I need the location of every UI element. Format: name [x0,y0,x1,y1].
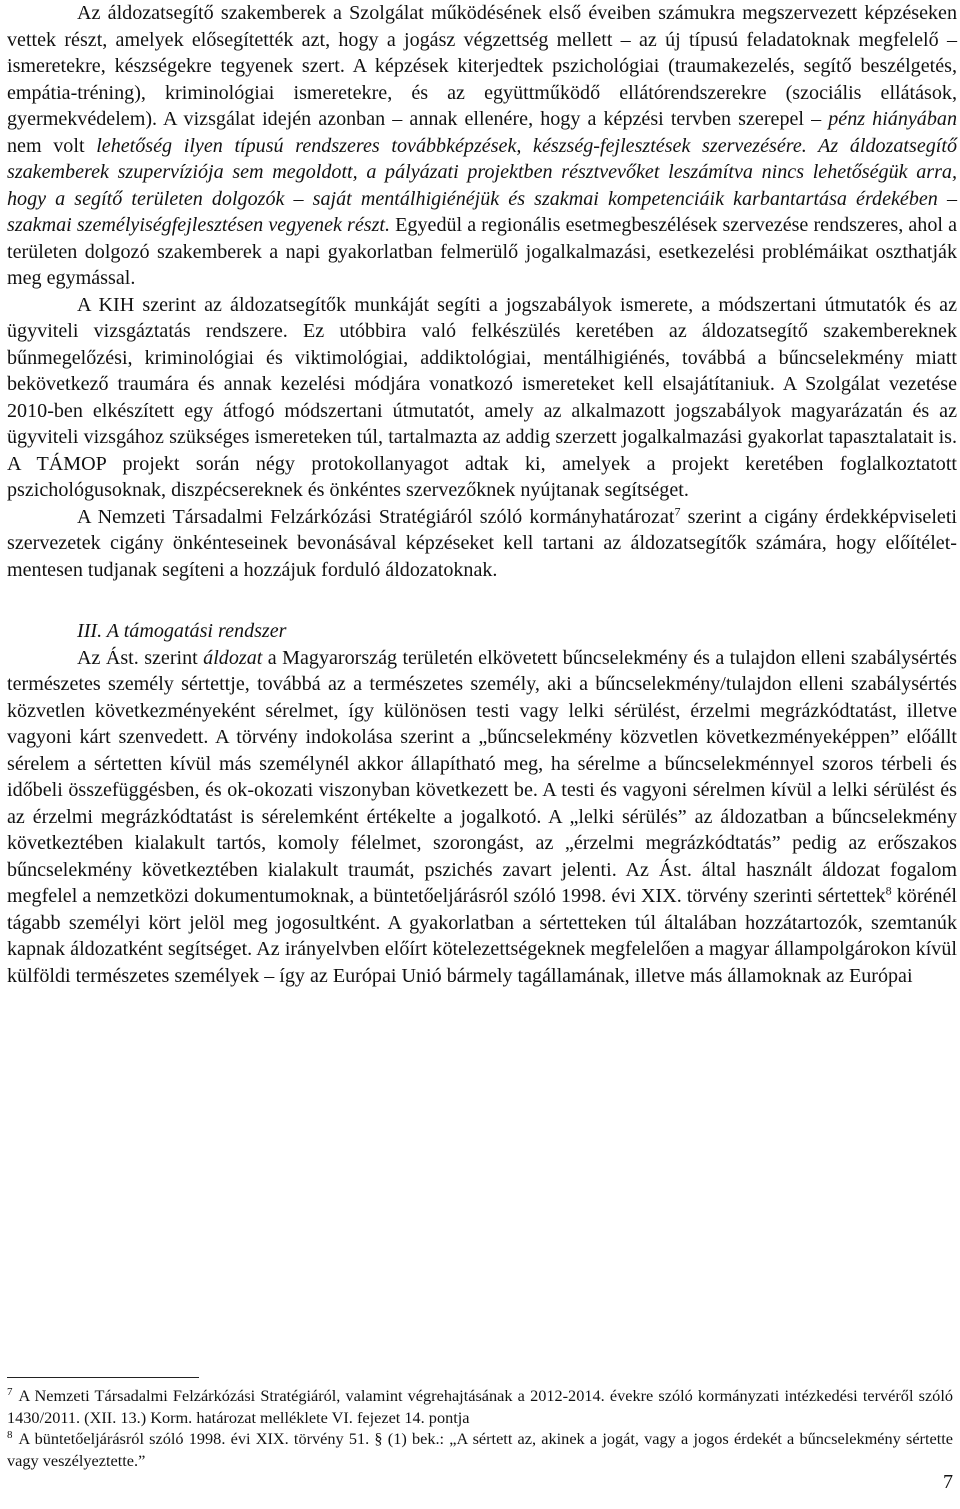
paragraph-training-italic-1: pénz hiányában [828,108,957,130]
footnote-ref-8[interactable]: 8 [885,883,892,898]
paragraph-strategy-part-b: szerint a cigány érdekképviseleti szervezetek cigány önkénteseinek bevonásával képzéseket kell tartani az áldozatsegítők számára, hogy előítélet-mentesen tudjanak segíteni a hozzájuk forduló áldozatoknak. [7,505,957,581]
paragraph-victim-definition [7,645,957,990]
main-text [7,0,957,583]
footnote-divider [7,1377,199,1378]
footnote-ref-7[interactable]: 7 [674,503,681,518]
footnote-8 [7,1428,953,1471]
footnote-7-text: A Nemzeti Társadalmi Felzárkózási Stratégiáról, valamint végrehajtásának a 2012-2014. évekre szóló kormányzati intézkedési tervéről szóló 1430/2011. (XII. 13.) Korm. határozat melléklete VI. fejezet 14. pontja [7,1386,953,1427]
paragraph-strategy-part-a: A Nemzeti Társadalmi Felzárkózási Stratégiáról szóló kormányhatározat [77,505,675,528]
paragraph-training-italic-2: lehetőség ilyen típusú rendszeres továbbképzések, készség-fejlesztések szervezésére. Az áldozatsegítő szakemberek szupervíziója sem megoldott, a pályázati projektben résztvevőket leszámítva nincs lehetőségük arra, hogy a segítő területen dolgozók – saját mentálhigiénéjük és szakmai kompetenciáik karbantartása érdekében – szakmai személyiségfejlesztésen vegyenek részt. [7,134,958,236]
footnotes [7,1385,953,1471]
paragraph-victim-part-a: Az Ást. szerint [77,646,204,669]
paragraph-training [7,0,957,292]
paragraph-victim-part-c: a Magyarország területén elkövetett bűncselekmény és a tulajdon elleni szabálysértés természetes személy sértettje, továbbá az a természetes személy, aki a bűncselekmény/tulajdon elleni szabálysértés közvetlen következményeként sérelmet, így különösen testi vagy lelki sérülést, érzelmi megrázkódtatást, illetve vagyoni kárt szenvedett. A törvény indokolása szerint a „bűncselekmény közvetlen következményeképpen” előállt sérelem a sértetten kívül más személynél akkor állapítható meg, ha sérelme a bűncselekménnyel szoros térbeli és időbeli összefüggésben, és ok-okozati viszonyban következett be. A testi és vagyoni sérelmen kívül a lelki sérülést és az érzelmi megrázkódtatást is sérelemként értékelte a jogalkotó. A „lelki sérülés” az áldozatban a bűncselekmény következtében kialakult tartós, komoly félelmet, szorongást, az „érzelmi megrázkódtatás” pedig az erőszakos bűncselekmény következtében kialakult traumát, pszichés zavart jelenti. Az Ást. által használt áldozat fogalom megfelel a nemzetközi dokumentumoknak, a büntetőeljárásról szóló 1998. évi XIX. törvény szerinti sértettek [7,646,957,907]
paragraph-training-part-a: Az áldozatsegítő szakemberek a Szolgálat működésének első éveiben számukra megszervezett képzéseken vettek részt, amelyek elősegítették azt, hogy a jogász végzettség mellett – az új típusú feladatoknak megfelelő – ismeretekre, készségekre tegyenek szert. A képzések kiterjedtek pszichológiai (traumakezelés, segítő beszélgetés, empátia-tréning), kriminológiai ismeretekre, és az együttműködő ellátórendszerekre (szociális ellátások, gyermekvédelem). A vizsgálat idején azonban – annak ellenére, hogy a képzési tervben szerepel – [7,2,957,130]
paragraph-kih: A KIH szerint az áldozatsegítők munkáját segíti a jogszabályok ismerete, a módszertani útmutatók és az ügyviteli vizsgáztatás rendszere. Ez utóbbira való felkészülés keretében az áldozatsegítő szakembereknek bűnmegelőzési, kriminológiai és viktimológiai, addiktológiai, mentálhigiénés, továbbá a bűncselekmény miatt bekövetkező traumára és annak kezelési módjára vonatkozó ismereteket kell elsajátítaniuk. A Szolgálat vezetése 2010-ben elkészített egy átfogó módszertani útmutatót, amely az alkalmazott jogszabályok magyarázatán és az ügyviteli vizsgához szükséges ismereteken túl, tartalmazta az addig szerzett jogalkalmazási gyakorlat tapasztalatait is. A TÁMOP projekt során négy protokollanyagot adtak ki, amelyek a projekt keretében foglalkoztatott pszichológusoknak, diszpécsereknek és önkéntes szervezőknek nyújtanak segítséget. [7,293,957,501]
footnote-7 [7,1385,953,1428]
paragraph-training-part-c: nem volt [7,134,97,157]
paragraph-victim-part-d: körénél tágabb személyi kört jelöl meg jogosultként. A gyakorlatban a sértetteken túl általában hozzátartozók, szemtanúk kapnak áldozatként segítséget. Az irányelvben előírt kötelezettségeknek megfelelően a magyar állampolgárokon kívül külföldi természetes személyek – így az Európai Unió bármely tagállamának, illetve más államoknak az Európai [7,885,957,987]
section-heading: III. A támogatási rendszer [77,620,287,642]
paragraph-training-part-e: Egyedül a regionális esetmegbeszélések szervezése rendszeres, ahol a területen dolgozó szakemberek a napi gyakorlatban felmerülő jogalkalmazási, esetkezelési problémáikat oszthatják meg egymással. [7,214,958,289]
page-number: 7 [942,1471,953,1493]
footnote-8-mark: 8 [7,1428,13,1441]
paragraph-strategy [7,504,957,584]
footnote-7-mark: 7 [7,1385,13,1398]
main-text-section-3 [7,645,957,990]
document-page [7,0,957,989]
footnote-8-text: A büntetőeljárásról szóló 1998. évi XIX. törvény 51. § (1) bek.: „A sértett az, akinek a jogát, vagy a jogos érdekét a bűncselekmény sértette vagy veszélyeztette.” [7,1429,953,1470]
paragraph-victim-italic: áldozat [203,646,263,669]
